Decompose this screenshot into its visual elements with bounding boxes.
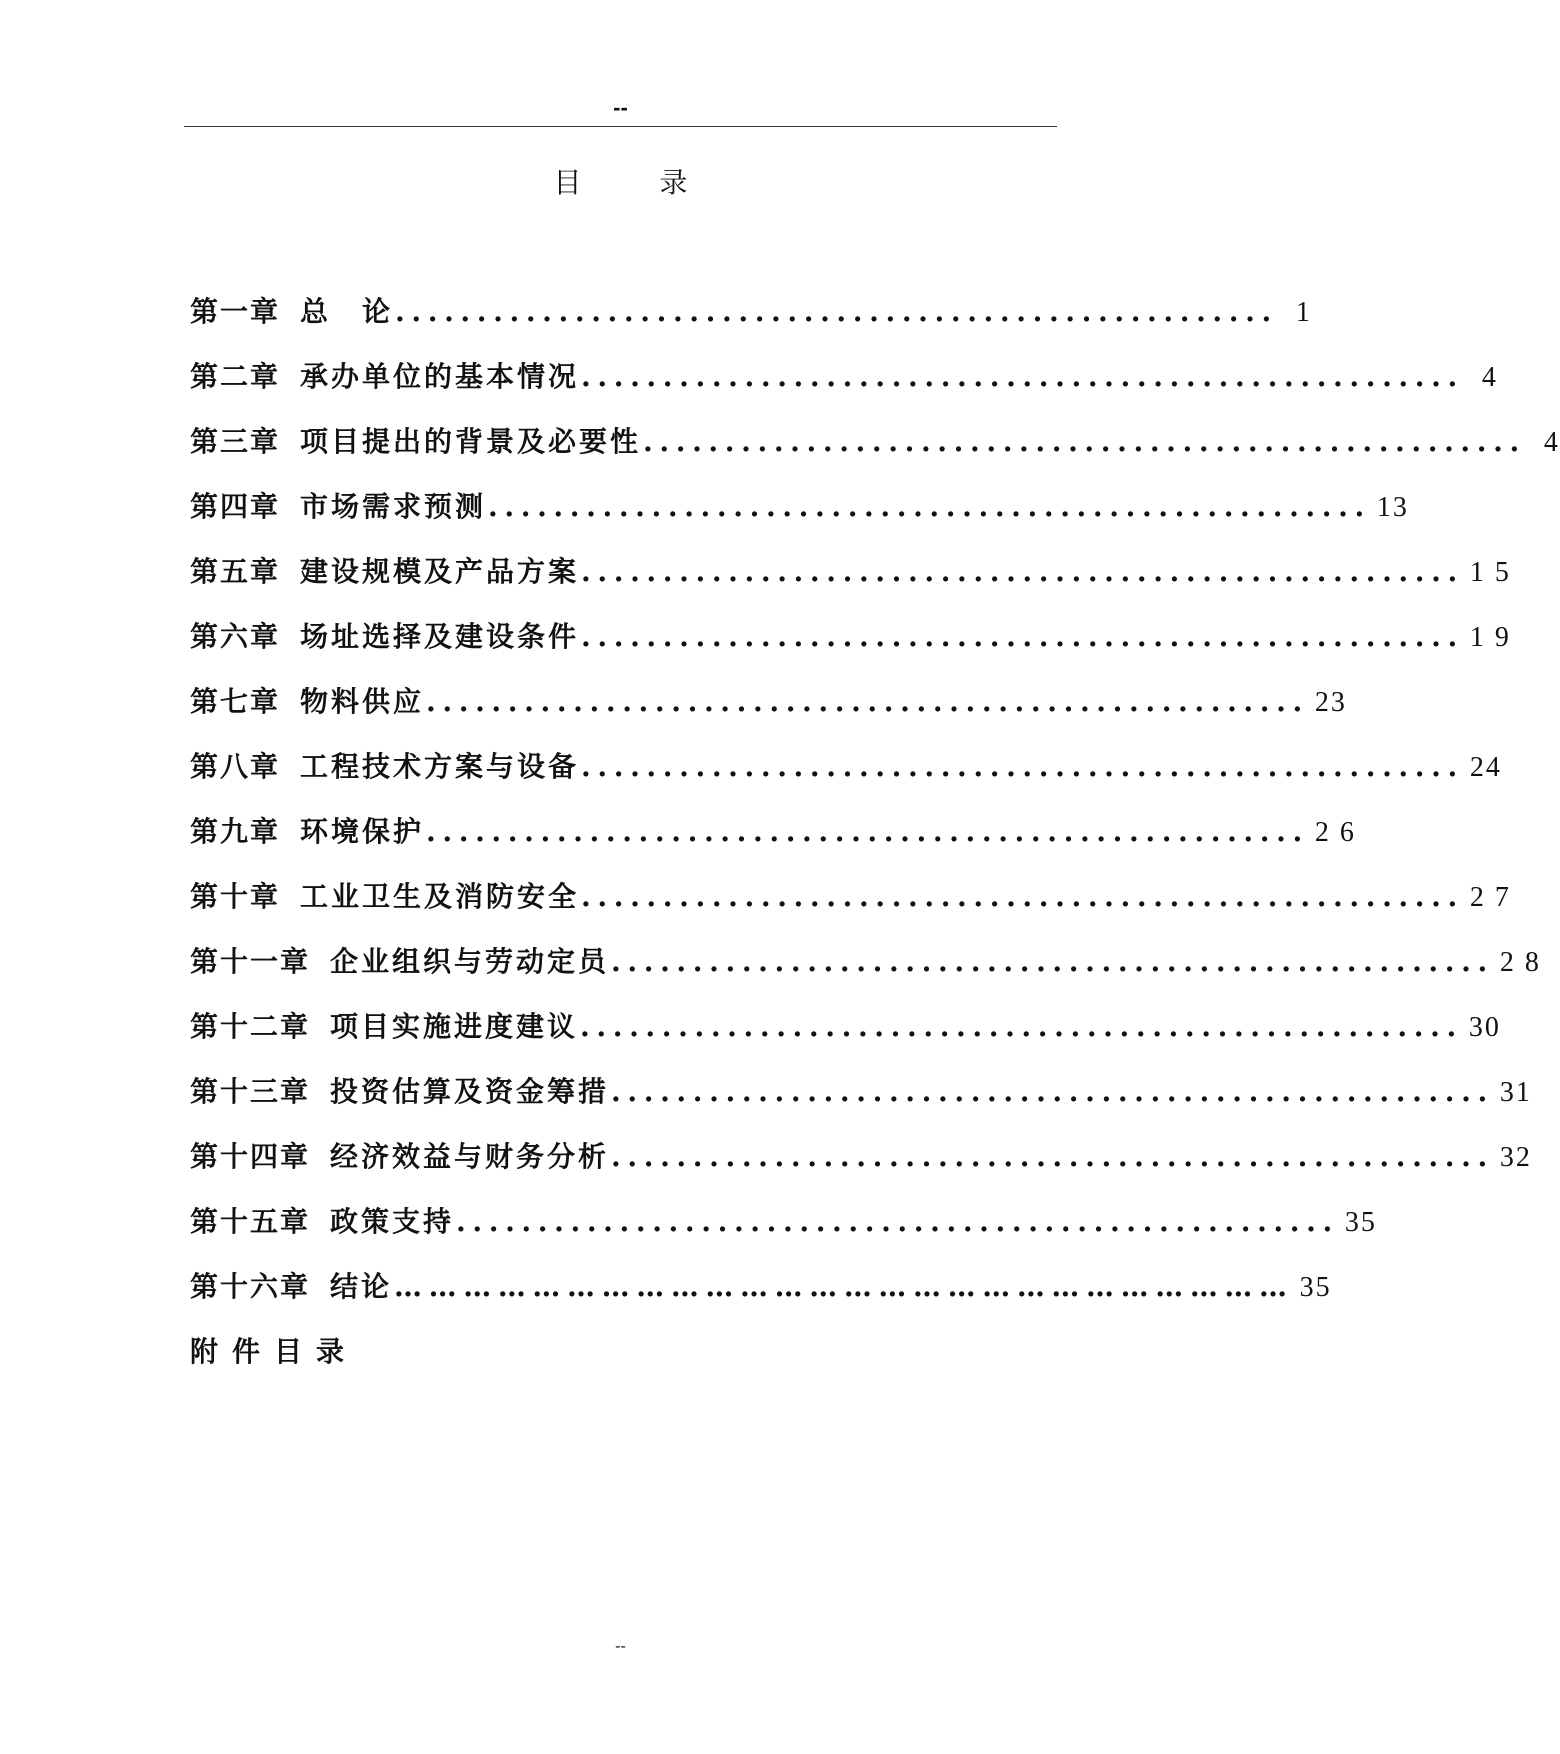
toc-page-number: 30 — [1468, 1012, 1501, 1043]
toc-chapter-number: 第十三章 — [190, 1075, 311, 1108]
toc-entry-13[interactable] — [190, 1072, 1532, 1137]
toc-chapter-number: 第五章 — [190, 555, 281, 588]
toc-chapter-title: 承办单位的基本情况 — [300, 360, 580, 393]
toc-chapter-title: 经济效益与财务分析 — [330, 1140, 610, 1173]
toc-chapter-number: 第三章 — [190, 425, 281, 458]
toc-title-left: 目 — [553, 166, 582, 199]
toc-chapter-title: 企业组织与劳动定员 — [330, 945, 610, 978]
toc-entry-11[interactable] — [190, 942, 1541, 1007]
toc-entry-1[interactable] — [190, 292, 1312, 357]
toc-entry-16[interactable] — [190, 1267, 1332, 1332]
toc-chapter-title: 工程技术方案与设备 — [300, 750, 580, 783]
toc-chapter-number: 第十二章 — [190, 1010, 311, 1043]
toc-entry-4[interactable] — [190, 487, 1409, 552]
toc-chapter-title: 结论 — [330, 1270, 393, 1303]
page-footer-mark: -- — [615, 1638, 626, 1655]
toc-entry-7[interactable] — [190, 682, 1347, 747]
toc-title — [0, 166, 1241, 200]
toc-chapter-number: 第二章 — [190, 360, 281, 393]
toc-dot-leader: ...................................................... — [581, 360, 1464, 393]
toc-chapter-number: 第九章 — [190, 815, 281, 848]
toc-chapter-number: 第十一章 — [190, 945, 311, 978]
table-of-contents — [190, 292, 1560, 1397]
toc-dot-leader: ...................................................... — [611, 1140, 1494, 1173]
toc-entry-5[interactable] — [190, 552, 1511, 617]
page-header-mark: -- — [613, 95, 628, 120]
toc-entry-6[interactable] — [190, 617, 1511, 682]
toc-title-right: 录 — [659, 166, 688, 199]
toc-page-number: 24 — [1469, 752, 1502, 783]
toc-dot-leader: ...................................................... — [456, 1205, 1339, 1238]
toc-dot-leader: ...................................................... — [581, 620, 1464, 653]
toc-dot-leader: ...................................................... — [426, 685, 1309, 718]
toc-page-number: 31 — [1499, 1077, 1532, 1108]
toc-entry-15[interactable] — [190, 1202, 1377, 1267]
toc-chapter-title: 总 论 — [300, 295, 394, 328]
toc-page-number: 2 8 — [1499, 947, 1541, 978]
toc-chapter-number: 第四章 — [190, 490, 281, 523]
toc-chapter-title: 场址选择及建设条件 — [300, 620, 580, 653]
toc-dot-leader: …………………………………………………………………… — [394, 1270, 1294, 1303]
toc-entry-10[interactable] — [190, 877, 1511, 942]
toc-dot-leader: ...................................................... — [426, 815, 1309, 848]
toc-chapter-title: 建设规模及产品方案 — [300, 555, 580, 588]
toc-dot-leader: ...................................................... — [488, 490, 1371, 523]
toc-page-number: 32 — [1499, 1142, 1532, 1173]
toc-chapter-title: 市场需求预测 — [300, 490, 487, 523]
toc-page-number: 1 5 — [1469, 557, 1511, 588]
toc-chapter-number: 第一章 — [190, 295, 281, 328]
toc-dot-leader: ...................................................... — [395, 295, 1278, 328]
toc-attachments-row[interactable] — [190, 1332, 1050, 1397]
toc-entry-12[interactable] — [190, 1007, 1501, 1072]
toc-chapter-number: 第十六章 — [190, 1270, 311, 1303]
toc-chapter-title: 物料供应 — [300, 685, 425, 718]
toc-page-number: 1 9 — [1469, 622, 1511, 653]
toc-chapter-title: 项目实施进度建议 — [330, 1010, 579, 1043]
toc-page-number: 4 — [1543, 427, 1560, 458]
toc-entry-9[interactable] — [190, 812, 1356, 877]
toc-entry-3[interactable] — [190, 422, 1560, 487]
toc-dot-leader: ...................................................... — [580, 1010, 1463, 1043]
toc-page-number: 35 — [1299, 1272, 1332, 1303]
toc-page-number: 2 7 — [1469, 882, 1511, 913]
toc-chapter-title: 工业卫生及消防安全 — [300, 880, 580, 913]
toc-dot-leader: ...................................................... — [611, 1075, 1494, 1108]
toc-page-number: 1 — [1295, 297, 1312, 328]
toc-chapter-number: 第六章 — [190, 620, 281, 653]
toc-chapter-title: 环境保护 — [300, 815, 425, 848]
attachments-label: 附件目录 — [190, 1335, 359, 1368]
toc-page-number: 2 6 — [1314, 817, 1356, 848]
toc-page-number: 13 — [1376, 492, 1409, 523]
toc-chapter-number: 第十四章 — [190, 1140, 311, 1173]
toc-entry-2[interactable] — [190, 357, 1498, 422]
toc-chapter-title: 投资估算及资金筹措 — [330, 1075, 610, 1108]
header-divider — [184, 126, 1057, 127]
toc-page-number: 35 — [1344, 1207, 1377, 1238]
toc-dot-leader: ...................................................... — [643, 425, 1526, 458]
toc-entry-8[interactable] — [190, 747, 1502, 812]
toc-page-number: 4 — [1481, 362, 1498, 393]
toc-chapter-title: 项目提出的背景及必要性 — [300, 425, 642, 458]
toc-chapter-number: 第七章 — [190, 685, 281, 718]
toc-dot-leader: ...................................................... — [611, 945, 1494, 978]
toc-dot-leader: ...................................................... — [581, 750, 1464, 783]
toc-dot-leader: ...................................................... — [581, 555, 1464, 588]
toc-page-number: 23 — [1314, 687, 1347, 718]
toc-chapter-number: 第十章 — [190, 880, 281, 913]
toc-chapter-title: 政策支持 — [330, 1205, 455, 1238]
toc-entry-14[interactable] — [190, 1137, 1532, 1202]
toc-dot-leader: ...................................................... — [581, 880, 1464, 913]
toc-chapter-number: 第八章 — [190, 750, 281, 783]
toc-chapter-number: 第十五章 — [190, 1205, 311, 1238]
